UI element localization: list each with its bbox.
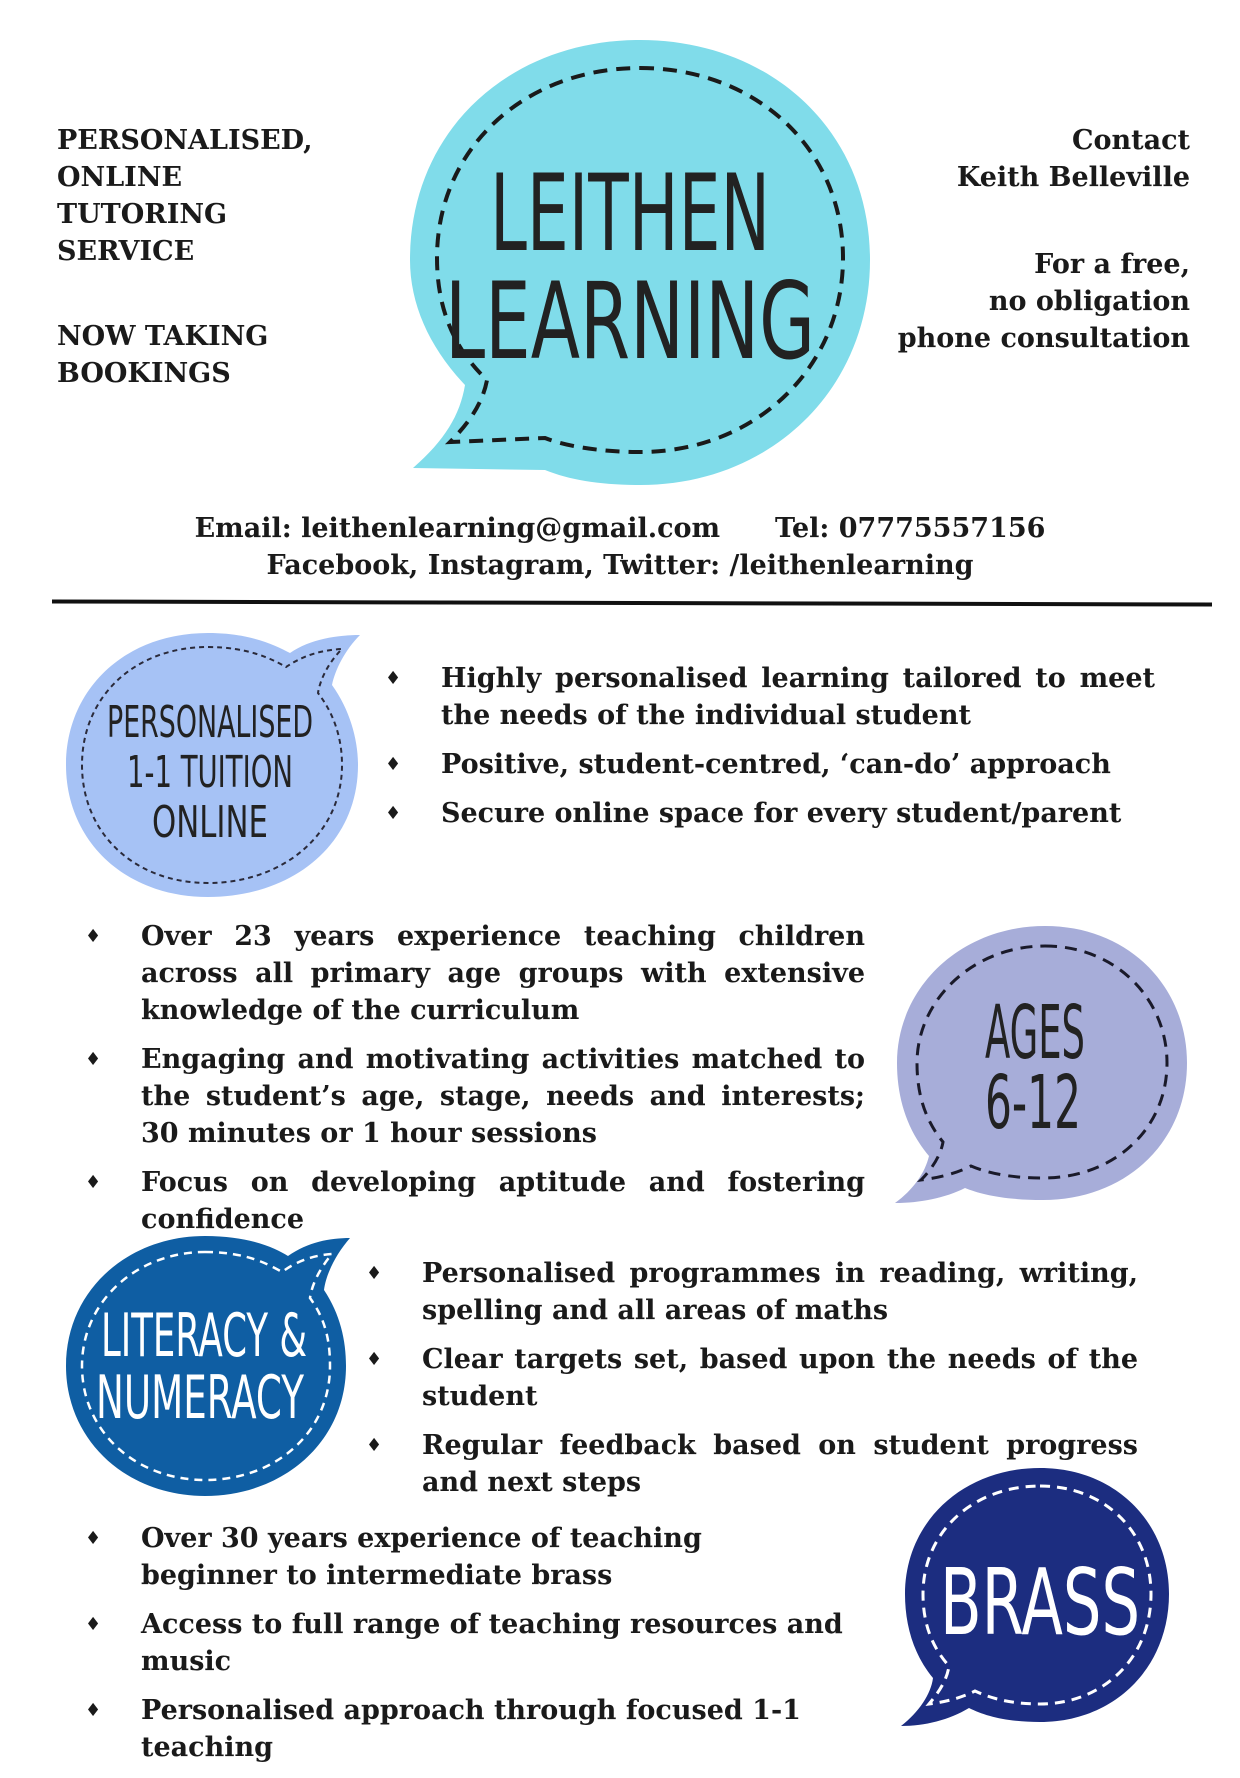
offer-line: phone consultation [897,323,1190,354]
list-item: ♦ Focus on developing aptitude and fostering confidence [85,1164,865,1238]
list-item: ♦ Secure online space for every student/parent [385,795,1155,832]
list-item: ♦ Positive, student-centred, ‘can-do’ approach [385,746,1155,783]
diamond-bullet-icon: ♦ [366,1263,383,1284]
badge-line: PERSONALISED [107,697,313,748]
list-item: ♦ Engaging and motivating activities matched to the student’s age, stage, needs and interests; 30 minutes or 1 hour sessions [85,1041,865,1152]
personalised-speech-bubble-icon [60,625,365,905]
badge-line: 6-12 [985,1060,1081,1146]
list-item: ♦ Regular feedback based on student progress and next steps [366,1427,1138,1501]
diamond-bullet-icon: ♦ [385,754,402,775]
logo-speech-bubble-icon [395,30,885,495]
tel-text[interactable]: Tel: 07775557156 [774,513,1046,544]
badge-line: LITERACY & [101,1301,307,1371]
diamond-bullet-icon: ♦ [366,1349,383,1370]
bookings-line: NOW TAKING [57,321,269,352]
diamond-bullet-icon: ♦ [385,668,402,689]
literacy-speech-bubble-icon [60,1228,350,1503]
section-1-points [385,660,1155,844]
diamond-bullet-icon: ♦ [85,1528,102,1549]
contact-label: Contact [1071,125,1190,156]
badge-line: BRASS [940,1549,1140,1656]
list-item: ♦ Highly personalised learning tailored to meet the needs of the individual student [385,660,1155,734]
badge-line: AGES [985,990,1085,1076]
diamond-bullet-icon: ♦ [366,1435,383,1456]
brass-speech-bubble-icon [895,1462,1175,1732]
list-item: ♦ Personalised programmes in reading, writing, spelling and all areas of maths [366,1255,1138,1329]
badge-line: NUMERACY [96,1363,305,1433]
diamond-bullet-icon: ♦ [85,926,102,947]
header-contact [898,122,1190,357]
list-item: ♦ Access to full range of teaching resources and music [85,1606,865,1680]
diamond-bullet-icon: ♦ [385,803,402,824]
logo-line-2: LEARNING [445,260,815,383]
offer-line: no obligation [988,286,1190,317]
bookings-line: BOOKINGS [57,358,231,389]
email-text[interactable]: Email: leithenlearning@gmail.com [194,513,721,544]
diamond-bullet-icon: ♦ [85,1700,102,1721]
offer-line: For a free, [1034,249,1190,280]
tagline-line: TUTORING [57,199,228,230]
ages-speech-bubble-icon [885,918,1195,1208]
diamond-bullet-icon: ♦ [85,1172,102,1193]
tagline-line: SERVICE [57,236,195,267]
section-4-points [85,1520,865,1778]
contact-name: Keith Belleville [956,162,1190,193]
list-item: ♦ Clear targets set, based upon the needs of the student [366,1341,1138,1415]
tagline-line: ONLINE [57,162,183,193]
badge-line: ONLINE [152,797,268,848]
header-tagline [57,122,313,392]
list-item: ♦ Over 23 years experience teaching children across all primary age groups with extensive knowledge of the curriculum [85,918,865,1029]
diamond-bullet-icon: ♦ [85,1614,102,1635]
contact-row [0,510,1240,547]
list-item: ♦ Personalised approach through focused 1-1 teaching [85,1692,865,1766]
diamond-bullet-icon: ♦ [85,1049,102,1070]
section-2-points [85,918,865,1250]
list-item: ♦ Over 30 years experience of teaching beginner to intermediate brass [85,1520,865,1594]
social-text: Facebook, Instagram, Twitter: /leithenlearning [266,550,974,581]
section-divider [52,599,1212,606]
logo-line-1: LEITHEN [490,152,770,275]
tagline-line: PERSONALISED, [57,125,313,156]
badge-line: 1-1 TUITION [127,747,293,798]
